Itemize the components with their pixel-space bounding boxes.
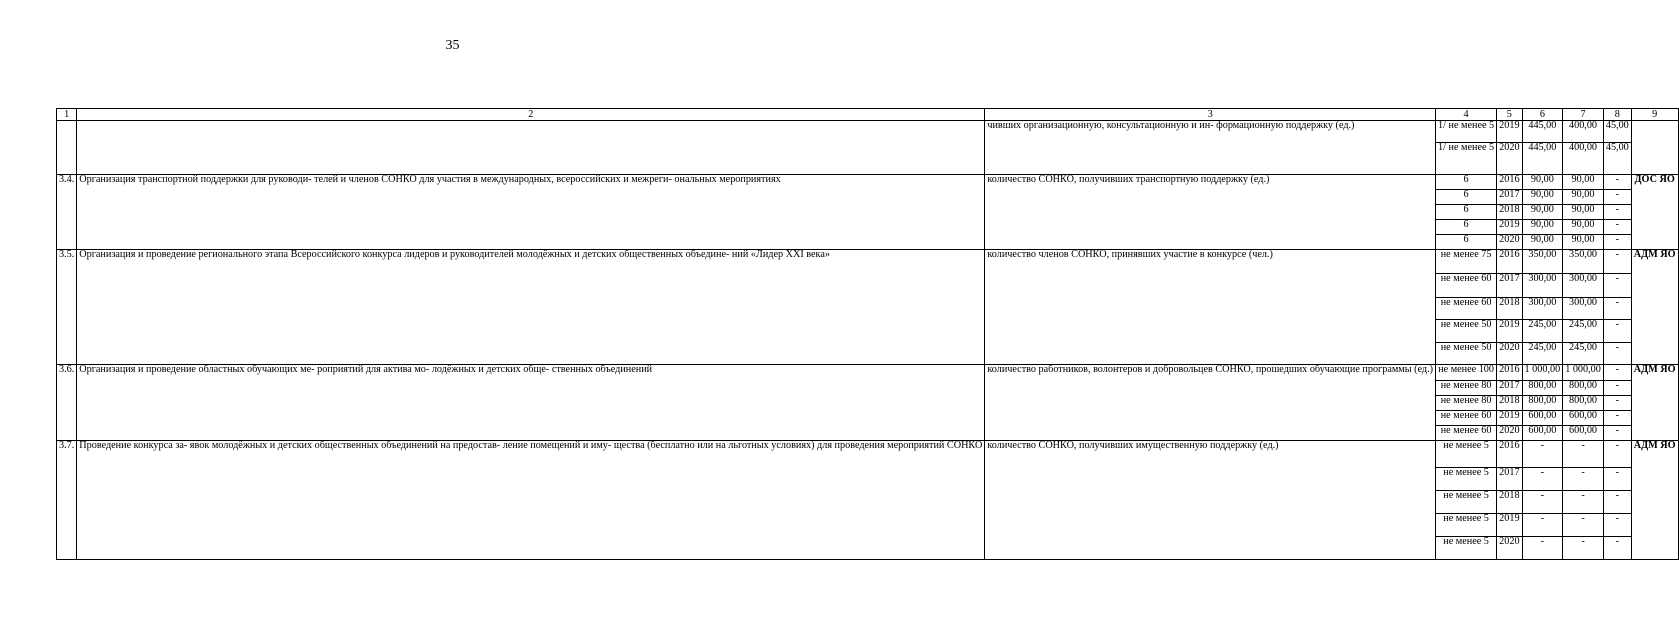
- year-cell: 2020: [1497, 143, 1522, 175]
- value-cell: -: [1603, 411, 1631, 426]
- column-header: 9: [1631, 109, 1678, 121]
- executor-cell: ДОС ЯО: [1631, 175, 1678, 250]
- target-cell: 6: [1436, 175, 1497, 190]
- column-header: 4: [1436, 109, 1497, 121]
- year-cell: 2016: [1497, 441, 1522, 468]
- executor-cell: АДМ ЯО: [1631, 250, 1678, 365]
- event-cell: [77, 121, 985, 175]
- column-header: 8: [1603, 109, 1631, 121]
- value-cell: -: [1603, 426, 1631, 441]
- value-cell: 1 000,00: [1563, 365, 1604, 381]
- number-cell: 3.5.: [57, 250, 77, 365]
- executor-cell: АДМ ЯО: [1631, 441, 1678, 560]
- value-cell: -: [1603, 514, 1631, 537]
- year-cell: 2018: [1497, 491, 1522, 514]
- value-cell: 300,00: [1522, 274, 1563, 298]
- value-cell: 300,00: [1563, 298, 1604, 320]
- indicator-cell: количество работников, волонтеров и добровольцев СОНКО, прошедших обучающие программы (ед.): [985, 365, 1436, 441]
- event-cell: Организация и проведение регионального этапа Всероссийского конкурса лидеров и руководителей молодёжных и детских общественных объедине- ний «Лидер XXI века»: [77, 250, 985, 365]
- value-cell: 90,00: [1563, 235, 1604, 250]
- value-cell: 300,00: [1563, 274, 1604, 298]
- value-cell: 1 000,00: [1522, 365, 1563, 381]
- year-cell: 2020: [1497, 235, 1522, 250]
- target-cell: не менее 50: [1436, 320, 1497, 343]
- year-cell: 2020: [1497, 343, 1522, 365]
- executor-cell: АДМ ЯО: [1631, 365, 1678, 441]
- event-cell: Проведение конкурса за- явок молодёжных и детских общественных объединений на предостав- ление помещений и иму- щества (бесплатно или на льготных условиях) для проведения мероприятий СОНКО: [77, 441, 985, 560]
- value-cell: 90,00: [1522, 205, 1563, 220]
- indicator-cell: количество СОНКО, получивших транспортную поддержку (ед.): [985, 175, 1436, 250]
- column-header: 7: [1563, 109, 1604, 121]
- value-cell: -: [1603, 235, 1631, 250]
- year-cell: 2019: [1497, 220, 1522, 235]
- column-header: 3: [985, 109, 1436, 121]
- year-cell: 2016: [1497, 250, 1522, 274]
- value-cell: -: [1603, 298, 1631, 320]
- value-cell: 45,00: [1603, 143, 1631, 175]
- target-cell: не менее 5: [1436, 441, 1497, 468]
- value-cell: 245,00: [1522, 320, 1563, 343]
- value-cell: -: [1603, 250, 1631, 274]
- target-cell: не менее 60: [1436, 426, 1497, 441]
- value-cell: 90,00: [1563, 220, 1604, 235]
- value-cell: 245,00: [1563, 343, 1604, 365]
- value-cell: 445,00: [1522, 121, 1563, 143]
- indicator-cell: количество СОНКО, получивших имущественную поддержку (ед.): [985, 441, 1436, 560]
- value-cell: 800,00: [1563, 396, 1604, 411]
- year-cell: 2017: [1497, 381, 1522, 396]
- year-cell: 2019: [1497, 320, 1522, 343]
- value-cell: 90,00: [1563, 190, 1604, 205]
- indicator-cell: чивших организационную, консультационную и ин- формационную поддержку (ед.): [985, 121, 1436, 175]
- target-cell: не менее 5: [1436, 514, 1497, 537]
- value-cell: -: [1563, 468, 1604, 491]
- value-cell: 350,00: [1563, 250, 1604, 274]
- value-cell: 90,00: [1563, 175, 1604, 190]
- value-cell: 445,00: [1522, 143, 1563, 175]
- year-cell: 2017: [1497, 190, 1522, 205]
- table-row: [57, 441, 1679, 468]
- column-numbers-row: [57, 109, 1679, 121]
- value-cell: 90,00: [1563, 205, 1604, 220]
- target-cell: 1/ не менее 5: [1436, 143, 1497, 175]
- value-cell: -: [1603, 343, 1631, 365]
- program-table: [56, 108, 1679, 560]
- value-cell: 90,00: [1522, 190, 1563, 205]
- value-cell: -: [1603, 396, 1631, 411]
- year-cell: 2017: [1497, 468, 1522, 491]
- target-cell: не менее 80: [1436, 396, 1497, 411]
- value-cell: 300,00: [1522, 298, 1563, 320]
- target-cell: не менее 60: [1436, 274, 1497, 298]
- target-cell: не менее 60: [1436, 298, 1497, 320]
- value-cell: -: [1522, 468, 1563, 491]
- value-cell: -: [1563, 514, 1604, 537]
- value-cell: -: [1603, 274, 1631, 298]
- number-cell: 3.7.: [57, 441, 77, 560]
- value-cell: -: [1563, 537, 1604, 560]
- target-cell: не менее 5: [1436, 537, 1497, 560]
- year-cell: 2019: [1497, 514, 1522, 537]
- year-cell: 2018: [1497, 205, 1522, 220]
- value-cell: 800,00: [1522, 396, 1563, 411]
- value-cell: 245,00: [1563, 320, 1604, 343]
- value-cell: -: [1522, 441, 1563, 468]
- value-cell: 800,00: [1563, 381, 1604, 396]
- value-cell: 400,00: [1563, 121, 1604, 143]
- target-cell: не менее 80: [1436, 381, 1497, 396]
- year-cell: 2017: [1497, 274, 1522, 298]
- event-cell: Организация транспортной поддержки для руководи- телей и членов СОНКО для участия в международных, всероссийских и межреги- ональных мероприятиях: [77, 175, 985, 250]
- indicator-cell: количество членов СОНКО, принявших участие в конкурсе (чел.): [985, 250, 1436, 365]
- target-cell: не менее 50: [1436, 343, 1497, 365]
- year-cell: 2020: [1497, 537, 1522, 560]
- target-cell: не менее 5: [1436, 468, 1497, 491]
- table-row: [57, 175, 1679, 190]
- year-cell: 2019: [1497, 411, 1522, 426]
- value-cell: -: [1603, 190, 1631, 205]
- value-cell: -: [1603, 491, 1631, 514]
- value-cell: -: [1603, 220, 1631, 235]
- number-cell: 3.4.: [57, 175, 77, 250]
- year-cell: 2018: [1497, 396, 1522, 411]
- table-row: [57, 365, 1679, 381]
- value-cell: 245,00: [1522, 343, 1563, 365]
- value-cell: 600,00: [1522, 426, 1563, 441]
- target-cell: не менее 100: [1436, 365, 1497, 381]
- number-cell: [57, 121, 77, 175]
- value-cell: -: [1603, 537, 1631, 560]
- value-cell: 800,00: [1522, 381, 1563, 396]
- value-cell: -: [1603, 205, 1631, 220]
- target-cell: 6: [1436, 205, 1497, 220]
- value-cell: -: [1522, 537, 1563, 560]
- target-cell: не менее 75: [1436, 250, 1497, 274]
- value-cell: 400,00: [1563, 143, 1604, 175]
- value-cell: -: [1563, 441, 1604, 468]
- executor-cell: [1631, 121, 1678, 175]
- number-cell: 3.6.: [57, 365, 77, 441]
- column-header: 6: [1522, 109, 1563, 121]
- value-cell: 45,00: [1603, 121, 1631, 143]
- event-cell: Организация и проведение областных обучающих ме- роприятий для актива мо- лодёжных и детских обще- ственных объединений: [77, 365, 985, 441]
- target-cell: не менее 60: [1436, 411, 1497, 426]
- value-cell: 90,00: [1522, 235, 1563, 250]
- target-cell: 6: [1436, 235, 1497, 250]
- target-cell: 1/ не менее 5: [1436, 121, 1497, 143]
- value-cell: 350,00: [1522, 250, 1563, 274]
- page-number: 35: [445, 38, 460, 53]
- year-cell: 2018: [1497, 298, 1522, 320]
- value-cell: -: [1603, 441, 1631, 468]
- target-cell: не менее 5: [1436, 491, 1497, 514]
- value-cell: -: [1603, 381, 1631, 396]
- value-cell: 600,00: [1563, 411, 1604, 426]
- year-cell: 2020: [1497, 426, 1522, 441]
- column-header: 5: [1497, 109, 1522, 121]
- target-cell: 6: [1436, 220, 1497, 235]
- table-row: [57, 250, 1679, 274]
- value-cell: -: [1563, 491, 1604, 514]
- table-row: [57, 121, 1679, 143]
- value-cell: -: [1603, 468, 1631, 491]
- year-cell: 2016: [1497, 175, 1522, 190]
- year-cell: 2019: [1497, 121, 1522, 143]
- year-cell: 2016: [1497, 365, 1522, 381]
- value-cell: -: [1522, 514, 1563, 537]
- value-cell: 600,00: [1563, 426, 1604, 441]
- value-cell: 90,00: [1522, 175, 1563, 190]
- column-header: 2: [77, 109, 985, 121]
- column-header: 1: [57, 109, 77, 121]
- value-cell: -: [1603, 320, 1631, 343]
- value-cell: -: [1522, 491, 1563, 514]
- value-cell: 90,00: [1522, 220, 1563, 235]
- target-cell: 6: [1436, 190, 1497, 205]
- value-cell: -: [1603, 365, 1631, 381]
- value-cell: -: [1603, 175, 1631, 190]
- value-cell: 600,00: [1522, 411, 1563, 426]
